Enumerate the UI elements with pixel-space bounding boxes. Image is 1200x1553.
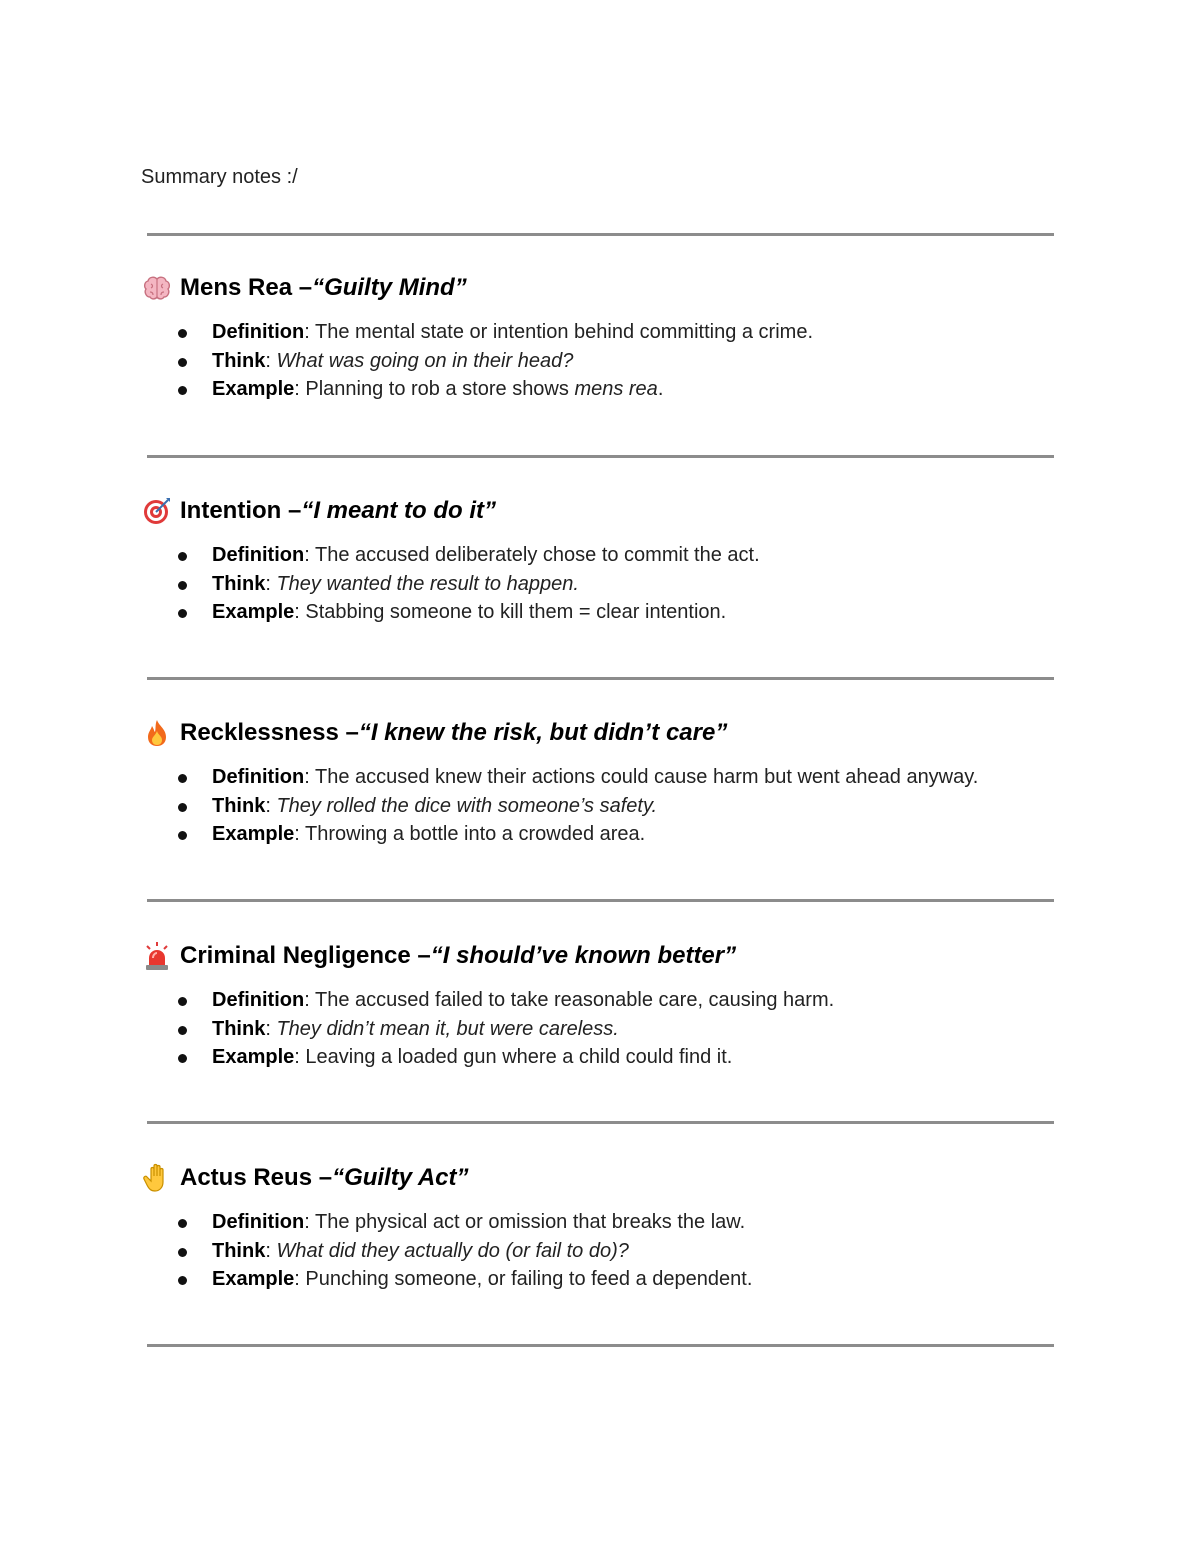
section-title: Intention – (180, 497, 302, 524)
separator: : (294, 823, 306, 845)
section-title: Mens Rea – (180, 274, 313, 301)
item-text: Planning to rob a store shows (305, 378, 575, 400)
list-item (141, 598, 760, 627)
item-text: Throwing a bottle into a crowded area. (305, 823, 646, 845)
section-heading (141, 717, 1081, 749)
divider (147, 233, 1054, 236)
separator: : (304, 766, 315, 788)
item-text: The accused failed to take reasonable care, causing harm. (314, 989, 835, 1011)
term-label: Example (212, 823, 295, 845)
list-item (141, 570, 760, 599)
bullet-list (141, 318, 813, 404)
divider (147, 455, 1054, 458)
list-item (141, 1015, 834, 1044)
item-text: What did they actually do (or fail to do)? (276, 1239, 629, 1262)
raised-hand-icon (141, 1162, 173, 1194)
term-label: Example (212, 378, 295, 400)
section-subtitle: “Guilty Mind” (312, 274, 467, 301)
item-text: They wanted the result to happen. (276, 572, 579, 595)
item-text: They rolled the dice with someone’s safety. (276, 794, 658, 817)
item-emphasis: mens rea (574, 378, 658, 400)
section-subtitle: “I knew the risk, but didn’t care” (358, 719, 728, 746)
divider (147, 899, 1054, 902)
term-label: Definition (212, 989, 305, 1011)
section-title: Criminal Negligence – (180, 942, 431, 969)
separator: : (265, 349, 277, 372)
term-label: Definition (212, 1211, 305, 1233)
item-text: The mental state or intention behind committing a crime. (314, 321, 814, 343)
section-subtitle: “I meant to do it” (301, 497, 496, 524)
bullet-list (141, 1208, 752, 1294)
list-item (141, 1265, 752, 1294)
separator: : (265, 1017, 277, 1040)
term-label: Example (212, 601, 295, 623)
separator: : (304, 544, 315, 566)
section-subtitle: “I should’ve known better” (430, 942, 737, 969)
target-icon (141, 495, 173, 527)
term-label: Think (212, 1239, 266, 1262)
list-item (141, 763, 978, 792)
section-title: Actus Reus – (180, 1164, 333, 1191)
item-text: They didn’t mean it, but were careless. (276, 1017, 619, 1040)
term-label: Think (212, 1017, 266, 1040)
separator: : (304, 321, 315, 343)
list-item (141, 986, 834, 1015)
term-label: Example (212, 1268, 295, 1290)
siren-icon (141, 940, 173, 972)
divider (147, 1121, 1054, 1124)
term-label: Think (212, 349, 266, 372)
term-label: Example (212, 1046, 295, 1068)
section-actus-reus (141, 1162, 1081, 1290)
divider (147, 1344, 1054, 1347)
item-tail: . (657, 378, 664, 400)
section-intention (141, 495, 1081, 623)
separator: : (265, 1239, 277, 1262)
term-label: Think (212, 572, 266, 595)
bullet-list (141, 763, 978, 849)
list-item (141, 1237, 752, 1266)
term-label: Definition (212, 766, 305, 788)
section-heading (141, 940, 1081, 972)
list-item (141, 792, 978, 821)
separator: : (265, 572, 277, 595)
separator: : (294, 1268, 306, 1290)
list-item (141, 541, 760, 570)
item-text: The accused knew their actions could cause harm but went ahead anyway. (314, 766, 979, 788)
list-item (141, 820, 978, 849)
item-text: Stabbing someone to kill them = clear intention. (305, 601, 727, 623)
bullet-list (141, 541, 760, 627)
divider (147, 677, 1054, 680)
separator: : (294, 1046, 306, 1068)
list-item (141, 318, 813, 347)
separator: : (304, 989, 315, 1011)
brain-icon (141, 272, 173, 304)
section-subtitle: “Guilty Act” (332, 1164, 469, 1191)
item-text: What was going on in their head? (276, 349, 574, 372)
item-text: The physical act or omission that breaks the law. (314, 1211, 746, 1233)
item-text: The accused deliberately chose to commit the act. (314, 544, 760, 566)
term-label: Definition (212, 544, 305, 566)
section-heading (141, 495, 1081, 527)
term-label: Definition (212, 321, 305, 343)
term-label: Think (212, 794, 266, 817)
section-heading (141, 272, 1081, 304)
item-text: Punching someone, or failing to feed a dependent. (305, 1268, 753, 1290)
bullet-list (141, 986, 834, 1072)
list-item (141, 1043, 834, 1072)
intro-text: Summary notes :/ (141, 166, 298, 188)
list-item (141, 375, 813, 404)
section-mens-rea (141, 272, 1081, 400)
fire-icon (141, 717, 173, 749)
section-recklessness (141, 717, 1081, 845)
separator: : (265, 794, 277, 817)
separator: : (294, 378, 306, 400)
section-heading (141, 1162, 1081, 1194)
list-item (141, 347, 813, 376)
section-title: Recklessness – (180, 719, 359, 746)
separator: : (304, 1211, 315, 1233)
item-text: Leaving a loaded gun where a child could find it. (305, 1046, 733, 1068)
section-criminal-negligence (141, 940, 1081, 1068)
list-item (141, 1208, 752, 1237)
separator: : (294, 601, 306, 623)
